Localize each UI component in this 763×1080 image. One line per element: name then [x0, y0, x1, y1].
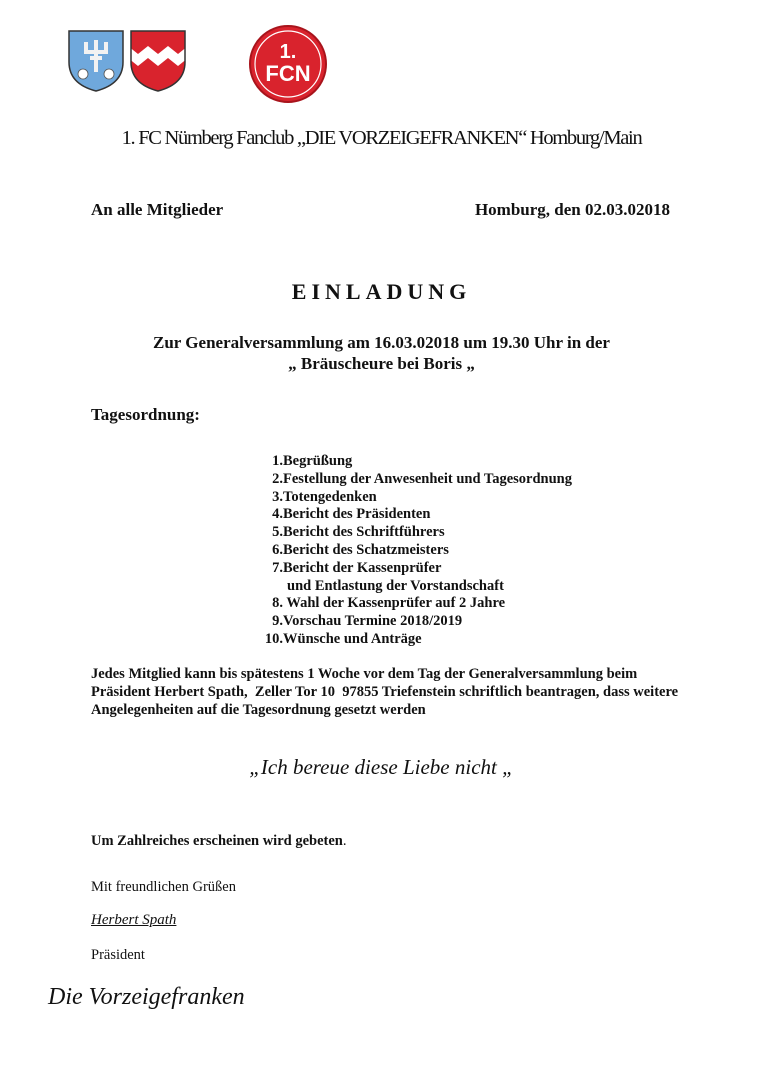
- signature: Herbert Spath: [91, 912, 177, 928]
- fcn-club-logo-icon: [248, 24, 328, 104]
- svg-text:FCN: FCN: [265, 61, 311, 86]
- agenda-item: 3.Totengedenken: [272, 488, 377, 505]
- meeting-venue: „ Bräuscheure bei Boris „: [288, 354, 475, 373]
- agenda-item: 8. Wahl der Kassenprüfer auf 2 Jahre: [272, 595, 506, 612]
- agenda-item: 10.Wünsche und Anträge: [264, 630, 422, 647]
- footer-club-name: Die Vorzeigefranken: [48, 984, 245, 1010]
- svg-text:1.: 1.: [279, 41, 297, 63]
- agenda-item: 1.Begrüßung: [272, 453, 353, 469]
- club-title: 1. FC Nürnberg Fanclub „DIE VORZEIGEFRANKEN“ Homburg/Main: [121, 127, 642, 149]
- agenda-item: 2.Festellung der Anwesenheit und Tagesordnung: [272, 470, 572, 487]
- meeting-subtitle: Zur Generalversammlung am 16.03.02018 um 19.30 Uhr in der: [153, 333, 610, 352]
- agenda-item: 5.Bericht des Schriftführers: [272, 524, 445, 541]
- closing-line: Um Zahlreiches erscheinen wird gebeten.: [91, 833, 347, 849]
- agenda-label: Tagesordnung:: [91, 405, 200, 424]
- invitation-title: EINLADUNG: [291, 279, 472, 304]
- submission-paragraph: Jedes Mitglied kann bis spätestens 1 Woche vor dem Tag der Generalversammlung beim Präsident Herbert Spath, Zeller Tor 10 97855 Triefenstein schriftlich beantragen, dass weitere Angelegenheiten auf die Tagesordnung gesetzt werden: [91, 666, 681, 718]
- agenda-list: [259, 453, 659, 649]
- agenda-item: 9.Vorschau Termine 2018/2019: [272, 613, 463, 630]
- addressee: An alle Mitglieder: [91, 200, 224, 219]
- franconian-rake-icon: [128, 28, 188, 94]
- greeting: Mit freundlichen Grüßen: [91, 879, 236, 895]
- logo-row: [62, 24, 342, 104]
- agenda-item: 4.Bericht des Präsidenten: [272, 506, 431, 523]
- signer-role: Präsident: [91, 947, 145, 963]
- place-date: Homburg, den 02.03.02018: [474, 200, 670, 219]
- motto: „Ich bereue diese Liebe nicht „: [249, 755, 514, 779]
- agenda-item: 6.Bericht des Schatzmeisters: [272, 541, 449, 558]
- homburg-crest-icon: [66, 28, 126, 94]
- agenda-item: 7.Bericht der Kassenprüfer und Entlastung der Vorstandschaft: [272, 559, 504, 594]
